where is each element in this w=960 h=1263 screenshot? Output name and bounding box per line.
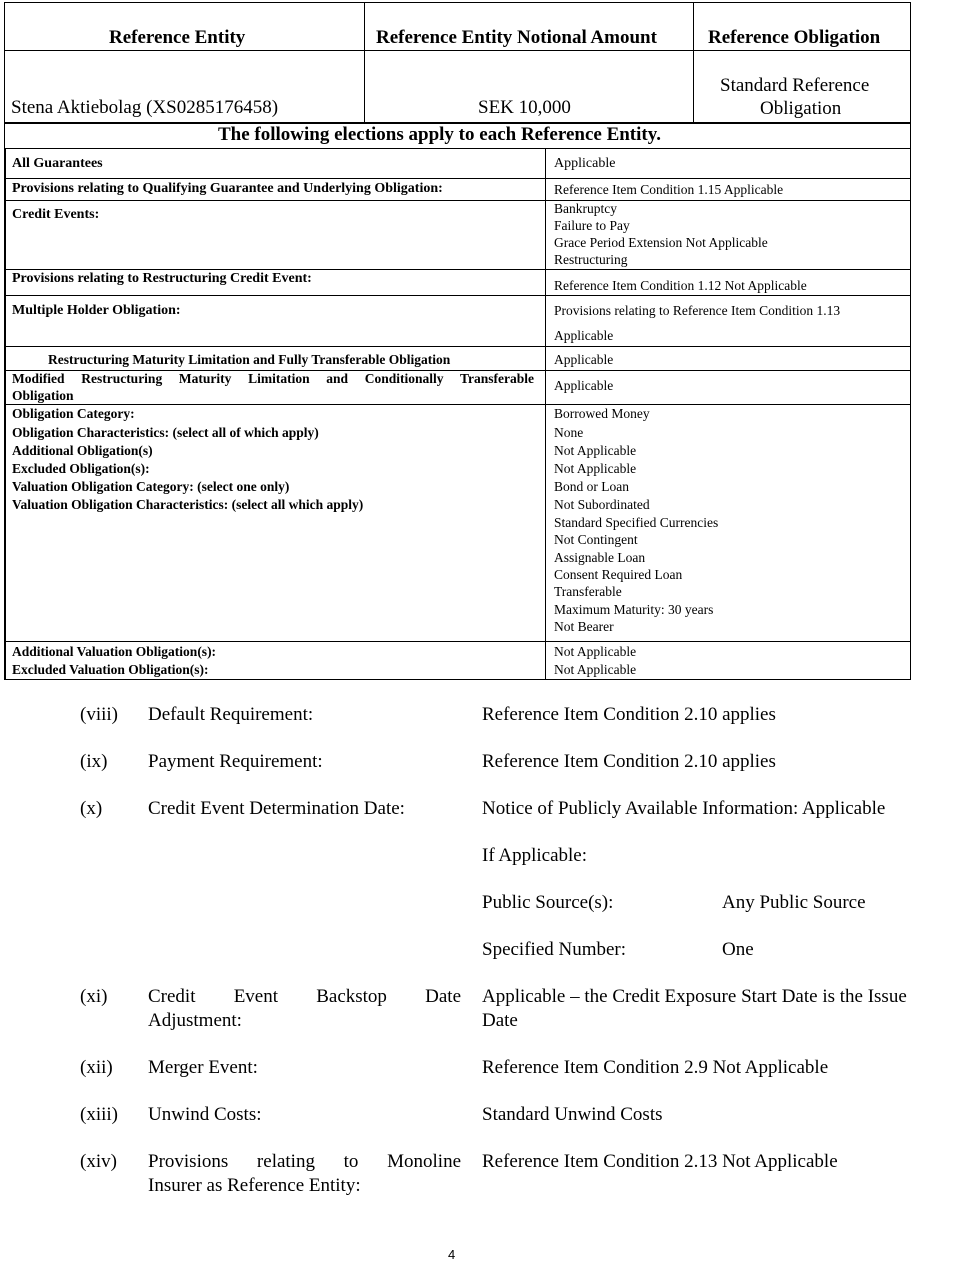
value-credit-event: Bankruptcy [554, 201, 617, 216]
item-value-unwind-costs: Standard Unwind Costs [482, 1104, 663, 1125]
entity-name: Stena Aktiebolag (XS0285176458) [11, 97, 279, 118]
value-obligation-characteristics: None [554, 425, 584, 440]
label-obligation-category: Obligation Category: [12, 406, 135, 421]
item-number: (xiv) [80, 1151, 117, 1172]
entity-obligation-line1: Standard Reference [720, 75, 870, 96]
label-modified-restructuring-line2: Obligation [12, 388, 74, 403]
label-qualifying-guarantee: Provisions relating to Qualifying Guarantee and Underlying Obligation: [12, 181, 443, 196]
item-value-merger-event: Reference Item Condition 2.9 Not Applicable [482, 1057, 829, 1078]
value-additional-valuation-obligations: Not Applicable [554, 644, 637, 659]
row-line [6, 641, 910, 642]
row-line [6, 200, 910, 201]
column-divider-1 [364, 2, 365, 124]
item-label-credit-event-determination-date: Credit Event Determination Date: [148, 798, 405, 819]
value-additional-obligations: Not Applicable [554, 443, 637, 458]
value-valuation-characteristic: Consent Required Loan [554, 567, 683, 582]
value-multiple-holder-line2: Applicable [554, 328, 614, 343]
value-multiple-holder-line1: Provisions relating to Reference Item Condition 1.13 [554, 303, 841, 318]
elections-heading: The following elections apply to each Reference Entity. [218, 124, 661, 145]
value-modified-restructuring: Applicable [554, 378, 614, 393]
header-notional-amount: Reference Entity Notional Amount [376, 27, 657, 48]
row-line [6, 295, 910, 296]
value-valuation-characteristic: Not Subordinated [554, 497, 650, 512]
label-additional-valuation-obligations: Additional Valuation Obligation(s): [12, 644, 217, 659]
elections-border-left [5, 148, 6, 679]
value-obligation-category: Borrowed Money [554, 406, 650, 421]
item-label-backstop-line2: Adjustment: [148, 1010, 242, 1031]
label-excluded-obligations: Excluded Obligation(s): [12, 461, 150, 476]
item-label-monoline-line1: Provisions relating to Monoline [148, 1151, 461, 1172]
table-border-bottom [4, 679, 911, 680]
label-excluded-valuation-obligations: Excluded Valuation Obligation(s): [12, 662, 209, 677]
specified-number-label: Specified Number: [482, 939, 627, 960]
column-divider-2 [693, 2, 694, 124]
item-number: (viii) [80, 704, 118, 725]
page-number: 4 [448, 1247, 456, 1262]
label-all-guarantees: All Guarantees [12, 156, 103, 171]
item-label-merger-event: Merger Event: [148, 1057, 258, 1078]
table-border-top [4, 2, 910, 3]
if-applicable-heading: If Applicable: [482, 845, 587, 866]
item-value-default-requirement: Reference Item Condition 2.10 applies [482, 704, 776, 725]
elections-column-divider [545, 148, 546, 679]
item-number: (x) [80, 798, 103, 819]
header-reference-entity: Reference Entity [109, 27, 246, 48]
item-label-default-requirement: Default Requirement: [148, 704, 314, 725]
label-valuation-obligation-category: Valuation Obligation Category: (select one only) [12, 479, 290, 494]
item-number: (xiii) [80, 1104, 118, 1125]
value-qualifying-guarantee: Reference Item Condition 1.15 Applicable [554, 182, 784, 197]
value-all-guarantees: Applicable [554, 156, 616, 171]
item-number: (xii) [80, 1057, 113, 1078]
header-reference-obligation: Reference Obligation [708, 27, 881, 48]
value-excluded-obligations: Not Applicable [554, 461, 637, 476]
item-number: (ix) [80, 751, 108, 772]
value-valuation-characteristic: Not Contingent [554, 532, 638, 547]
item-number: (xi) [80, 986, 108, 1007]
value-valuation-characteristic: Standard Specified Currencies [554, 515, 719, 530]
value-valuation-characteristic: Maximum Maturity: 30 years [554, 602, 714, 617]
label-obligation-characteristics: Obligation Characteristics: (select all of which apply) [12, 425, 319, 440]
value-excluded-valuation-obligations: Not Applicable [554, 662, 637, 677]
value-credit-event: Grace Period Extension Not Applicable [554, 235, 768, 250]
item-value-backstop-line1: Applicable – the Credit Exposure Start Date is the Issue [482, 986, 907, 1007]
item-label-monoline-line2: Insurer as Reference Entity: [148, 1175, 361, 1196]
label-multiple-holder: Multiple Holder Obligation: [12, 303, 181, 318]
value-valuation-characteristic: Assignable Loan [554, 550, 646, 565]
value-valuation-characteristic: Transferable [554, 584, 622, 599]
row-line [6, 404, 910, 405]
label-restructuring-provisions: Provisions relating to Restructuring Credit Event: [12, 271, 312, 286]
value-credit-event: Failure to Pay [554, 218, 630, 233]
value-credit-event: Restructuring [554, 252, 628, 267]
item-value-backstop-line2: Date [482, 1010, 518, 1031]
value-valuation-obligation-category: Bond or Loan [554, 479, 629, 494]
item-label-payment-requirement: Payment Requirement: [148, 751, 323, 772]
entity-notional-amount: SEK 10,000 [478, 97, 571, 118]
row-line [6, 346, 910, 347]
label-valuation-obligation-characteristics: Valuation Obligation Characteristics: (select all which apply) [12, 497, 364, 512]
label-modified-restructuring-line1: Modified Restructuring Maturity Limitation and Conditionally Transferable [12, 371, 534, 386]
label-restructuring-maturity-limitation: Restructuring Maturity Limitation and Fully Transferable Obligation [48, 352, 451, 367]
item-label-unwind-costs: Unwind Costs: [148, 1104, 262, 1125]
value-restructuring-maturity-limitation: Applicable [554, 352, 614, 367]
label-additional-obligations: Additional Obligation(s) [12, 443, 153, 458]
value-restructuring-provisions: Reference Item Condition 1.12 Not Applicable [554, 278, 807, 293]
public-source-value: Any Public Source [722, 892, 866, 913]
row-line [6, 269, 910, 270]
header-divider [4, 50, 910, 51]
specified-number-value: One [722, 939, 754, 960]
row-line [6, 178, 910, 179]
item-value-credit-event-determination-date: Notice of Publicly Available Information: Applicable [482, 798, 886, 819]
value-valuation-characteristic: Not Bearer [554, 619, 614, 634]
public-source-label: Public Source(s): [482, 892, 614, 913]
item-label-backstop-line1: Credit Event Backstop Date [148, 986, 461, 1007]
item-value-monoline: Reference Item Condition 2.13 Not Applicable [482, 1151, 838, 1172]
label-credit-events: Credit Events: [12, 207, 100, 222]
elections-divider [4, 148, 910, 149]
item-value-payment-requirement: Reference Item Condition 2.10 applies [482, 751, 776, 772]
entity-obligation-line2: Obligation [760, 98, 842, 119]
table-border-right [910, 2, 911, 679]
